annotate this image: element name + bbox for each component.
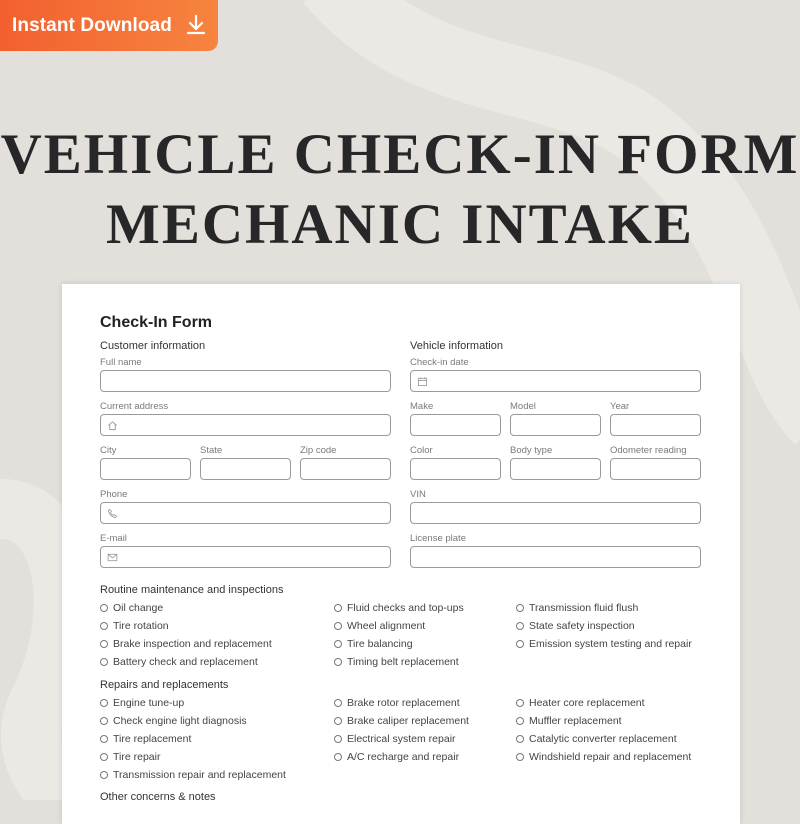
checkbox-item[interactable]: Engine tune-up [100,694,286,712]
full-name-label: Full name [100,357,142,368]
checkbox-item[interactable]: Tire replacement [100,730,286,748]
headline-line-2: MECHANIC INTAKE [106,193,694,256]
odometer-input[interactable] [610,458,701,480]
phone-input[interactable] [100,502,391,524]
city-label: City [100,445,117,456]
checkbox-item[interactable]: Check engine light diagnosis [100,712,286,730]
radio-circle-icon[interactable] [334,717,342,725]
checkbox-item[interactable]: Tire balancing [334,635,464,653]
state-label: State [200,445,223,456]
radio-circle-icon[interactable] [100,735,108,743]
odometer-label: Odometer reading [610,445,687,456]
make-label: Make [410,401,434,412]
radio-circle-icon[interactable] [334,658,342,666]
badge-label: Instant Download [12,14,172,36]
radio-circle-icon[interactable] [516,622,524,630]
zip-input[interactable] [300,458,391,480]
checkbox-item[interactable]: Tire repair [100,748,286,766]
checkbox-item[interactable]: Transmission fluid flush [516,599,692,617]
checkbox-item[interactable]: Catalytic converter replacement [516,730,691,748]
radio-circle-icon[interactable] [334,622,342,630]
make-input[interactable] [410,414,501,436]
checkbox-item[interactable]: Battery check and replacement [100,653,272,671]
checkbox-item[interactable]: State safety inspection [516,617,692,635]
state-input[interactable] [200,458,291,480]
checkbox-item[interactable]: Brake caliper replacement [334,712,469,730]
home-icon [107,420,118,431]
full-name-input[interactable] [100,370,391,392]
address-input[interactable] [100,414,391,436]
address-label: Current address [100,401,169,412]
repairs-col-2 [334,694,469,766]
email-input[interactable] [100,546,391,568]
checkbox-item[interactable]: Tire rotation [100,617,272,635]
checkbox-item[interactable]: Windshield repair and replacement [516,748,691,766]
routine-col-1 [100,599,272,671]
customer-info-heading: Customer information [100,340,206,352]
instant-download-badge[interactable] [0,0,218,51]
repairs-col-3 [516,694,691,766]
headline-line-1: VEHICLE CHECK-IN FORM [0,123,800,186]
radio-circle-icon[interactable] [516,735,524,743]
download-icon [184,13,208,37]
routine-col-2 [334,599,464,671]
vin-input[interactable] [410,502,701,524]
model-label: Model [510,401,536,412]
radio-circle-icon[interactable] [334,735,342,743]
mail-icon [107,552,118,563]
checkbox-item[interactable]: Fluid checks and top-ups [334,599,464,617]
year-input[interactable] [610,414,701,436]
body-type-label: Body type [510,445,553,456]
vin-label: VIN [410,489,426,500]
checkbox-item[interactable]: Wheel alignment [334,617,464,635]
checkbox-item[interactable]: Oil change [100,599,272,617]
model-input[interactable] [510,414,601,436]
radio-circle-icon[interactable] [334,604,342,612]
radio-circle-icon[interactable] [516,753,524,761]
radio-circle-icon[interactable] [516,640,524,648]
phone-label: Phone [100,489,128,500]
radio-circle-icon[interactable] [516,699,524,707]
vehicle-info-heading: Vehicle information [410,340,503,352]
checkbox-item[interactable]: Heater core replacement [516,694,691,712]
color-input[interactable] [410,458,501,480]
radio-circle-icon[interactable] [334,753,342,761]
routine-col-3 [516,599,692,653]
radio-circle-icon[interactable] [100,771,108,779]
radio-circle-icon[interactable] [334,640,342,648]
checkbox-item[interactable]: Emission system testing and repair [516,635,692,653]
radio-circle-icon[interactable] [334,699,342,707]
checkin-date-input[interactable] [410,370,701,392]
checkbox-item[interactable]: Timing belt replacement [334,653,464,671]
radio-circle-icon[interactable] [516,604,524,612]
email-label: E-mail [100,533,127,544]
body-type-input[interactable] [510,458,601,480]
radio-circle-icon[interactable] [100,699,108,707]
form-sheet [62,284,740,824]
checkbox-item[interactable]: Brake rotor replacement [334,694,469,712]
radio-circle-icon[interactable] [100,658,108,666]
repairs-heading: Repairs and replacements [100,679,229,691]
plate-label: License plate [410,533,466,544]
checkbox-item[interactable]: Muffler replacement [516,712,691,730]
radio-circle-icon[interactable] [100,717,108,725]
zip-label: Zip code [300,445,337,456]
radio-circle-icon[interactable] [100,640,108,648]
checkbox-item[interactable]: Electrical system repair [334,730,469,748]
form-title: Check-In Form [100,314,213,331]
repairs-col-1 [100,694,286,784]
radio-circle-icon[interactable] [516,717,524,725]
checkbox-item[interactable]: A/C recharge and repair [334,748,469,766]
plate-input[interactable] [410,546,701,568]
color-label: Color [410,445,433,456]
radio-circle-icon[interactable] [100,604,108,612]
checkbox-item[interactable]: Transmission repair and replacement [100,766,286,784]
calendar-icon [417,376,428,387]
checkin-date-label: Check-in date [410,357,469,368]
year-label: Year [610,401,630,412]
city-input[interactable] [100,458,191,480]
phone-icon [107,508,118,519]
checkbox-item[interactable]: Brake inspection and replacement [100,635,272,653]
radio-circle-icon[interactable] [100,753,108,761]
other-concerns-heading: Other concerns & notes [100,791,216,803]
radio-circle-icon[interactable] [100,622,108,630]
routine-heading: Routine maintenance and inspections [100,584,284,596]
